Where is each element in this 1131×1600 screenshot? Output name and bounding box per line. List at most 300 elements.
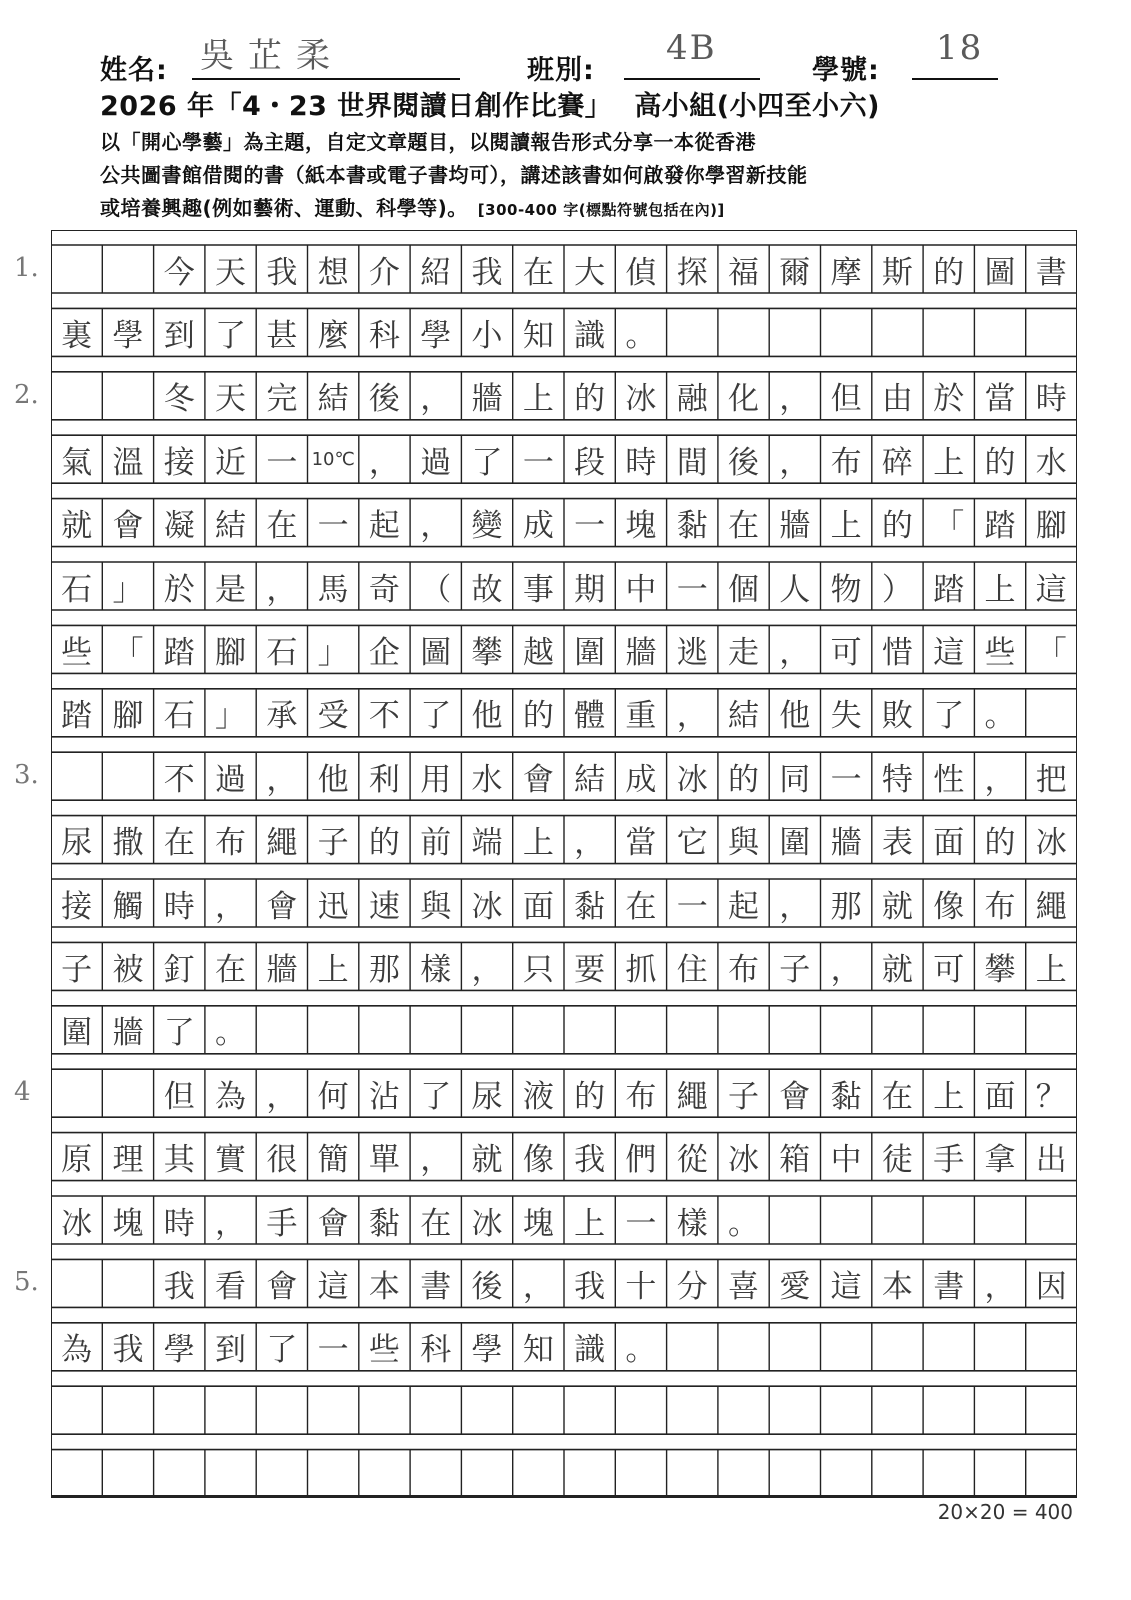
grid-cell[interactable]: 些: [368, 1332, 400, 1369]
grid-cell[interactable]: 踏: [163, 634, 195, 671]
grid-cell[interactable]: 失: [830, 698, 862, 735]
grid-cell[interactable]: [51, 245, 102, 293]
grid-cell[interactable]: [820, 308, 871, 356]
grid-cell[interactable]: 近: [215, 444, 247, 481]
grid-cell[interactable]: 裏: [61, 317, 93, 354]
grid-cell[interactable]: 上: [830, 508, 862, 545]
grid-cell[interactable]: 時: [163, 888, 195, 925]
grid-cell[interactable]: 像: [522, 1142, 554, 1179]
grid-cell[interactable]: 圍: [574, 634, 606, 671]
grid-cell[interactable]: 一: [625, 1205, 657, 1242]
grid-cell[interactable]: 在: [625, 888, 657, 925]
grid-cell[interactable]: [974, 1196, 1025, 1244]
grid-cell[interactable]: 「: [112, 634, 144, 671]
grid-cell[interactable]: 本: [881, 1268, 913, 1305]
grid-cell[interactable]: 後: [368, 381, 400, 418]
grid-cell[interactable]: 布: [830, 444, 862, 481]
grid-cell[interactable]: 大: [574, 254, 606, 291]
grid-cell[interactable]: ？: [1035, 1078, 1067, 1115]
grid-cell[interactable]: 樣: [420, 951, 452, 988]
grid-cell[interactable]: 期: [574, 571, 606, 608]
grid-cell[interactable]: [307, 1450, 358, 1498]
grid-cell[interactable]: 的: [522, 698, 554, 735]
grid-cell[interactable]: 其: [163, 1142, 195, 1179]
grid-cell[interactable]: 表: [881, 825, 913, 862]
grid-cell[interactable]: 麼: [317, 317, 349, 354]
grid-cell[interactable]: 福: [728, 254, 759, 291]
grid-cell[interactable]: 溫: [112, 444, 144, 481]
grid-cell[interactable]: 利: [368, 761, 400, 798]
grid-cell[interactable]: 些: [61, 634, 93, 671]
grid-cell[interactable]: 看: [215, 1268, 247, 1305]
grid-cell[interactable]: [102, 752, 153, 800]
grid-cell[interactable]: 前: [420, 825, 452, 862]
grid-cell[interactable]: ，: [215, 1205, 247, 1242]
grid-cell[interactable]: 迅: [317, 888, 349, 925]
grid-cell[interactable]: 冰: [471, 1205, 503, 1242]
grid-cell[interactable]: 書: [933, 1268, 965, 1305]
grid-cell[interactable]: [667, 1386, 718, 1434]
grid-cell[interactable]: 黏: [830, 1078, 862, 1115]
grid-cell[interactable]: 的: [933, 254, 965, 291]
grid-cell[interactable]: 布: [215, 825, 247, 862]
grid-cell[interactable]: ，: [779, 381, 811, 418]
grid-cell[interactable]: 腳: [215, 634, 247, 671]
grid-cell[interactable]: ，: [266, 761, 298, 798]
grid-cell[interactable]: 中: [830, 1142, 862, 1179]
grid-cell[interactable]: [410, 1450, 461, 1498]
grid-cell[interactable]: [1026, 689, 1077, 737]
grid-cell[interactable]: 接: [61, 888, 93, 925]
grid-cell[interactable]: 攀: [984, 951, 1016, 988]
grid-cell[interactable]: [769, 1006, 820, 1054]
grid-cell[interactable]: 圖: [984, 254, 1016, 291]
grid-cell[interactable]: ，: [522, 1268, 554, 1305]
grid-cell[interactable]: [718, 308, 769, 356]
grid-cell[interactable]: 惜: [881, 634, 913, 671]
grid-cell[interactable]: [923, 308, 974, 356]
grid-cell[interactable]: [1026, 1006, 1077, 1054]
grid-cell[interactable]: [1026, 308, 1077, 356]
grid-cell[interactable]: [872, 1450, 923, 1498]
grid-cell[interactable]: 學: [163, 1332, 195, 1369]
grid-cell[interactable]: 會: [317, 1205, 349, 1242]
grid-cell[interactable]: 的: [574, 1078, 606, 1115]
grid-cell[interactable]: 在: [266, 508, 298, 545]
grid-cell[interactable]: [974, 308, 1025, 356]
grid-cell[interactable]: 過: [420, 444, 452, 481]
grid-cell[interactable]: 知: [522, 1332, 554, 1369]
grid-cell[interactable]: 那: [368, 951, 400, 988]
grid-cell[interactable]: ，: [779, 444, 811, 481]
grid-cell[interactable]: 的: [881, 508, 913, 545]
grid-cell[interactable]: 尿: [471, 1078, 503, 1115]
class-value[interactable]: 4B: [666, 28, 717, 68]
grid-cell[interactable]: 的: [574, 381, 606, 418]
grid-cell[interactable]: 個: [728, 571, 759, 608]
grid-cell[interactable]: 觸: [112, 888, 144, 925]
grid-cell[interactable]: 簡: [317, 1142, 349, 1179]
grid-cell[interactable]: 就: [881, 888, 913, 925]
grid-cell[interactable]: [256, 1386, 307, 1434]
grid-cell[interactable]: 10℃: [311, 448, 355, 470]
grid-cell[interactable]: 手: [266, 1205, 298, 1242]
grid-cell[interactable]: 冰: [61, 1205, 93, 1242]
grid-cell[interactable]: [615, 1006, 666, 1054]
grid-cell[interactable]: [256, 1450, 307, 1498]
grid-cell[interactable]: 書: [1035, 254, 1067, 291]
grid-cell[interactable]: 圍: [779, 825, 811, 862]
grid-cell[interactable]: 了: [471, 444, 503, 481]
grid-cell[interactable]: [667, 1006, 718, 1054]
grid-cell[interactable]: 冬: [163, 381, 195, 418]
grid-cell[interactable]: 出: [1035, 1142, 1067, 1179]
grid-cell[interactable]: 一: [266, 444, 298, 481]
grid-cell[interactable]: 釘: [163, 951, 195, 988]
grid-cell[interactable]: 可: [830, 634, 862, 671]
grid-cell[interactable]: [51, 1069, 102, 1117]
grid-cell[interactable]: 企: [368, 634, 400, 671]
grid-cell[interactable]: 牆: [830, 825, 862, 862]
grid-cell[interactable]: 天: [215, 254, 247, 291]
grid-cell[interactable]: 就: [471, 1142, 503, 1179]
grid-cell[interactable]: [872, 1323, 923, 1371]
number-value[interactable]: 18: [936, 28, 984, 68]
grid-cell[interactable]: [718, 1323, 769, 1371]
grid-cell[interactable]: 冰: [1035, 825, 1067, 862]
grid-cell[interactable]: 。: [984, 698, 1016, 735]
grid-cell[interactable]: [615, 1450, 666, 1498]
grid-cell[interactable]: [667, 308, 718, 356]
grid-cell[interactable]: 人: [779, 571, 811, 608]
grid-cell[interactable]: ，: [420, 508, 452, 545]
grid-cell[interactable]: 用: [420, 761, 452, 798]
grid-cell[interactable]: 像: [933, 888, 965, 925]
grid-cell[interactable]: 天: [215, 381, 247, 418]
grid-cell[interactable]: 時: [163, 1205, 195, 1242]
grid-cell[interactable]: [820, 1386, 871, 1434]
grid-cell[interactable]: 了: [163, 1015, 195, 1052]
grid-cell[interactable]: 探: [676, 254, 708, 291]
grid-cell[interactable]: 愛: [779, 1268, 811, 1305]
grid-cell[interactable]: 們: [625, 1142, 657, 1179]
grid-cell[interactable]: 由: [881, 381, 913, 418]
grid-cell[interactable]: 住: [676, 951, 708, 988]
grid-cell[interactable]: [307, 1006, 358, 1054]
grid-cell[interactable]: 圍: [61, 1015, 93, 1052]
grid-cell[interactable]: 就: [881, 951, 913, 988]
grid-cell[interactable]: 布: [728, 951, 759, 988]
grid-cell[interactable]: [615, 1386, 666, 1434]
grid-cell[interactable]: [307, 1386, 358, 1434]
grid-cell[interactable]: 石: [163, 698, 195, 735]
grid-cell[interactable]: 變: [471, 508, 503, 545]
grid-cell[interactable]: 學: [112, 317, 144, 354]
grid-cell[interactable]: 繩: [1035, 888, 1067, 925]
grid-cell[interactable]: [102, 1259, 153, 1307]
grid-cell[interactable]: 腳: [112, 698, 144, 735]
grid-cell[interactable]: 摩: [830, 254, 862, 291]
grid-cell[interactable]: [923, 1450, 974, 1498]
grid-cell[interactable]: [154, 1386, 205, 1434]
grid-cell[interactable]: [102, 372, 153, 420]
grid-cell[interactable]: 走: [728, 634, 759, 671]
grid-cell[interactable]: 當: [625, 825, 657, 862]
grid-cell[interactable]: [513, 1386, 564, 1434]
grid-cell[interactable]: [51, 1450, 102, 1498]
grid-cell[interactable]: 冰: [471, 888, 503, 925]
grid-cell[interactable]: [359, 1450, 410, 1498]
grid-cell[interactable]: [769, 1450, 820, 1498]
grid-cell[interactable]: 重: [625, 698, 657, 735]
grid-cell[interactable]: 踏: [61, 698, 93, 735]
grid-cell[interactable]: 。: [625, 1332, 657, 1369]
grid-cell[interactable]: 黏: [676, 508, 708, 545]
grid-cell[interactable]: 攀: [471, 634, 503, 671]
grid-cell[interactable]: 學: [471, 1332, 503, 1369]
grid-cell[interactable]: ，: [420, 1142, 452, 1179]
grid-cell[interactable]: 繩: [676, 1078, 708, 1115]
grid-cell[interactable]: ，: [215, 888, 247, 925]
grid-cell[interactable]: 子: [779, 951, 811, 988]
grid-cell[interactable]: [410, 1386, 461, 1434]
grid-cell[interactable]: 承: [266, 698, 298, 735]
grid-cell[interactable]: 一: [676, 571, 708, 608]
grid-cell[interactable]: [359, 1006, 410, 1054]
grid-cell[interactable]: 為: [215, 1078, 247, 1115]
grid-cell[interactable]: ，: [574, 825, 606, 862]
grid-cell[interactable]: [154, 1450, 205, 1498]
grid-cell[interactable]: [513, 1006, 564, 1054]
grid-cell[interactable]: 上: [984, 571, 1016, 608]
grid-cell[interactable]: [872, 1386, 923, 1434]
grid-cell[interactable]: 的: [368, 825, 400, 862]
grid-cell[interactable]: 於: [163, 571, 195, 608]
grid-cell[interactable]: 起: [728, 888, 759, 925]
grid-cell[interactable]: 上: [933, 444, 965, 481]
grid-cell[interactable]: 這: [933, 634, 965, 671]
grid-cell[interactable]: ，: [984, 761, 1016, 798]
grid-cell[interactable]: 子: [728, 1078, 759, 1115]
grid-cell[interactable]: [410, 1006, 461, 1054]
grid-cell[interactable]: 奇: [368, 571, 400, 608]
grid-cell[interactable]: 受: [317, 698, 349, 735]
grid-cell[interactable]: 融: [676, 381, 708, 418]
grid-cell[interactable]: 牆: [625, 634, 657, 671]
grid-cell[interactable]: 時: [1035, 381, 1067, 418]
grid-cell[interactable]: 石: [266, 634, 298, 671]
grid-cell[interactable]: 不: [368, 698, 400, 735]
grid-cell[interactable]: ，: [471, 951, 503, 988]
grid-cell[interactable]: 這: [1035, 571, 1067, 608]
grid-cell[interactable]: 介: [368, 254, 400, 291]
grid-cell[interactable]: 冰: [676, 761, 708, 798]
grid-cell[interactable]: [205, 1386, 256, 1434]
grid-cell[interactable]: [820, 1006, 871, 1054]
grid-cell[interactable]: 越: [522, 634, 554, 671]
grid-cell[interactable]: 在: [728, 508, 759, 545]
grid-cell[interactable]: 上: [1035, 951, 1067, 988]
grid-cell[interactable]: 一: [317, 1332, 349, 1369]
grid-cell[interactable]: 特: [881, 761, 913, 798]
grid-cell[interactable]: 性: [933, 761, 965, 798]
grid-cell[interactable]: 偵: [625, 254, 657, 291]
grid-cell[interactable]: [872, 308, 923, 356]
grid-cell[interactable]: 塊: [522, 1205, 554, 1242]
grid-cell[interactable]: 化: [728, 381, 759, 418]
grid-cell[interactable]: [102, 1450, 153, 1498]
grid-cell[interactable]: ，: [779, 634, 811, 671]
grid-cell[interactable]: 」: [317, 634, 349, 671]
grid-cell[interactable]: 會: [522, 761, 554, 798]
grid-cell[interactable]: [102, 1386, 153, 1434]
grid-cell[interactable]: 中: [625, 571, 657, 608]
grid-cell[interactable]: [102, 1069, 153, 1117]
grid-cell[interactable]: 被: [112, 951, 144, 988]
grid-cell[interactable]: ，: [266, 571, 298, 608]
grid-cell[interactable]: 原: [61, 1142, 93, 1179]
grid-cell[interactable]: 一: [830, 761, 862, 798]
grid-cell[interactable]: 本: [368, 1268, 400, 1305]
grid-cell[interactable]: 科: [368, 317, 400, 354]
grid-cell[interactable]: 書: [420, 1268, 452, 1305]
grid-cell[interactable]: 知: [522, 317, 554, 354]
grid-cell[interactable]: [718, 1450, 769, 1498]
grid-cell[interactable]: 「: [1035, 634, 1067, 671]
grid-cell[interactable]: 逃: [676, 634, 708, 671]
grid-cell[interactable]: 我: [163, 1268, 195, 1305]
grid-cell[interactable]: [564, 1006, 615, 1054]
grid-cell[interactable]: 物: [830, 571, 862, 608]
grid-cell[interactable]: 布: [625, 1078, 657, 1115]
grid-cell[interactable]: 為: [61, 1332, 93, 1369]
grid-cell[interactable]: 一: [317, 508, 349, 545]
grid-cell[interactable]: [769, 308, 820, 356]
grid-cell[interactable]: 就: [61, 508, 93, 545]
grid-cell[interactable]: 把: [1035, 761, 1067, 798]
grid-cell[interactable]: 識: [574, 317, 606, 354]
grid-cell[interactable]: 小: [471, 317, 503, 354]
grid-cell[interactable]: 一: [574, 508, 606, 545]
grid-cell[interactable]: 我: [471, 254, 503, 291]
grid-cell[interactable]: 可: [933, 951, 965, 988]
grid-cell[interactable]: 這: [317, 1268, 349, 1305]
grid-cell[interactable]: 一: [522, 444, 554, 481]
grid-cell[interactable]: 與: [728, 825, 759, 862]
grid-cell[interactable]: 單: [368, 1142, 400, 1179]
grid-cell[interactable]: 冰: [625, 381, 657, 418]
grid-cell[interactable]: 這: [830, 1268, 862, 1305]
grid-cell[interactable]: ，: [368, 444, 400, 481]
grid-cell[interactable]: [872, 1196, 923, 1244]
grid-cell[interactable]: [1026, 1450, 1077, 1498]
grid-cell[interactable]: [564, 1386, 615, 1434]
grid-cell[interactable]: [820, 1323, 871, 1371]
grid-cell[interactable]: [359, 1386, 410, 1434]
grid-cell[interactable]: 成: [625, 761, 657, 798]
grid-cell[interactable]: 」: [215, 698, 247, 735]
grid-cell[interactable]: 了: [215, 317, 247, 354]
grid-cell[interactable]: [820, 1196, 871, 1244]
grid-cell[interactable]: 水: [471, 761, 503, 798]
grid-cell[interactable]: 尿: [61, 825, 93, 862]
grid-cell[interactable]: 在: [163, 825, 195, 862]
grid-cell[interactable]: 上: [317, 951, 349, 988]
grid-cell[interactable]: 牆: [112, 1015, 144, 1052]
grid-cell[interactable]: [923, 1323, 974, 1371]
grid-cell[interactable]: 識: [574, 1332, 606, 1369]
grid-cell[interactable]: 爾: [779, 254, 811, 291]
grid-cell[interactable]: 踏: [933, 571, 965, 608]
grid-cell[interactable]: 牆: [266, 951, 298, 988]
grid-cell[interactable]: 只: [522, 951, 554, 988]
grid-cell[interactable]: 他: [471, 698, 503, 735]
grid-cell[interactable]: 結: [317, 381, 349, 418]
grid-cell[interactable]: 面: [984, 1078, 1016, 1115]
grid-cell[interactable]: [923, 1386, 974, 1434]
grid-cell[interactable]: 斯: [881, 254, 913, 291]
grid-cell[interactable]: 實: [215, 1142, 247, 1179]
grid-cell[interactable]: 黏: [368, 1205, 400, 1242]
grid-cell[interactable]: [923, 1006, 974, 1054]
grid-cell[interactable]: 水: [1035, 444, 1067, 481]
grid-cell[interactable]: 箱: [779, 1142, 811, 1179]
grid-cell[interactable]: 牆: [471, 381, 503, 418]
grid-cell[interactable]: 腳: [1035, 508, 1067, 545]
grid-cell[interactable]: 我: [266, 254, 298, 291]
grid-cell[interactable]: 於: [933, 381, 965, 418]
grid-cell[interactable]: 事: [522, 571, 554, 608]
grid-cell[interactable]: 樣: [676, 1205, 708, 1242]
grid-cell[interactable]: 會: [779, 1078, 811, 1115]
grid-cell[interactable]: 甚: [266, 317, 298, 354]
grid-cell[interactable]: 與: [420, 888, 452, 925]
grid-cell[interactable]: 」: [112, 571, 144, 608]
grid-cell[interactable]: 拿: [984, 1142, 1016, 1179]
grid-cell[interactable]: 布: [984, 888, 1016, 925]
grid-cell[interactable]: 石: [61, 571, 93, 608]
grid-cell[interactable]: 繩: [266, 825, 298, 862]
grid-cell[interactable]: 會: [112, 508, 144, 545]
grid-cell[interactable]: 子: [61, 951, 93, 988]
grid-cell[interactable]: 喜: [728, 1268, 759, 1305]
grid-cell[interactable]: 牆: [779, 508, 811, 545]
grid-cell[interactable]: 我: [574, 1142, 606, 1179]
grid-cell[interactable]: 很: [266, 1142, 298, 1179]
grid-cell[interactable]: 些: [984, 634, 1016, 671]
grid-cell[interactable]: 因: [1035, 1268, 1067, 1305]
grid-cell[interactable]: 何: [317, 1078, 349, 1115]
grid-cell[interactable]: 撒: [112, 825, 144, 862]
grid-cell[interactable]: 不: [163, 761, 195, 798]
grid-cell[interactable]: 今: [163, 254, 195, 291]
grid-cell[interactable]: 敗: [881, 698, 913, 735]
grid-cell[interactable]: 的: [984, 825, 1016, 862]
grid-cell[interactable]: [461, 1386, 512, 1434]
grid-cell[interactable]: [820, 1450, 871, 1498]
grid-cell[interactable]: 碎: [881, 444, 913, 481]
grid-cell[interactable]: [51, 752, 102, 800]
grid-cell[interactable]: [205, 1450, 256, 1498]
name-value[interactable]: 吳芷柔: [200, 36, 344, 76]
grid-cell[interactable]: [461, 1006, 512, 1054]
grid-cell[interactable]: 黏: [574, 888, 606, 925]
grid-cell[interactable]: ，: [984, 1268, 1016, 1305]
grid-cell[interactable]: 後: [728, 444, 759, 481]
grid-cell[interactable]: 結: [728, 698, 759, 735]
grid-cell[interactable]: [461, 1450, 512, 1498]
grid-cell[interactable]: ，: [676, 698, 708, 735]
